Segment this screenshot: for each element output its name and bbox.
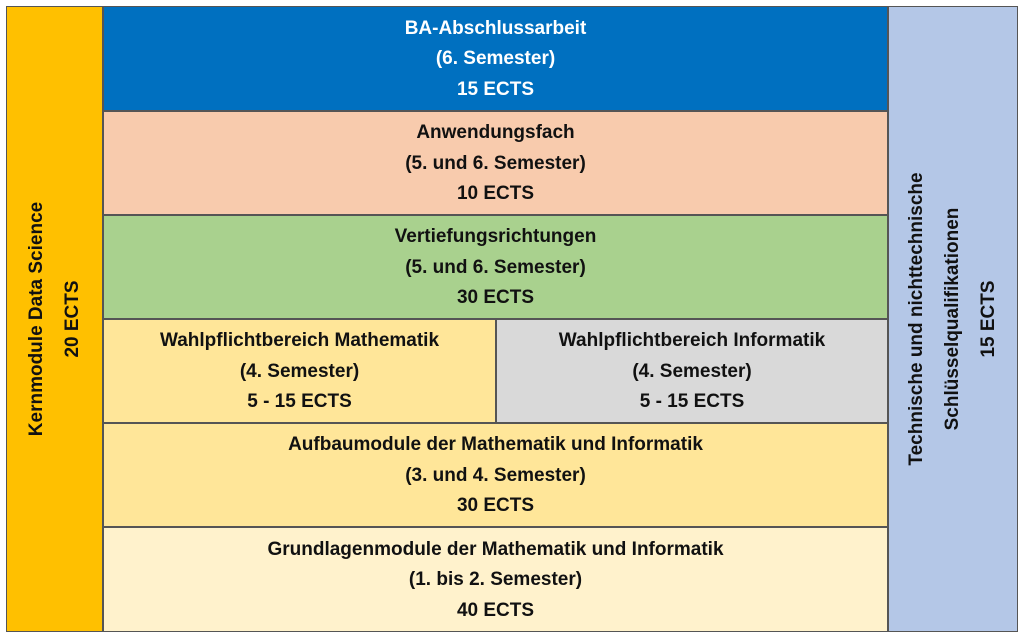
anwendungsfach-block <box>103 111 888 215</box>
kernmodule-ects: 20 ECTS <box>61 280 83 358</box>
ba-abschlussarbeit-block <box>103 6 888 111</box>
kernmodule-column <box>6 6 103 632</box>
aufbau-title: Aufbaumodule der Mathematik und Informatik <box>288 434 703 456</box>
vertiefungsrichtungen-block <box>103 215 888 319</box>
anwendung-ects: 10 ECTS <box>456 182 535 204</box>
wp-info-semester: (4. Semester) <box>632 360 752 382</box>
anwendung-semester: (5. und 6. Semester) <box>405 152 586 174</box>
anwendung-title: Anwendungsfach <box>416 122 575 144</box>
vertiefung-title: Vertiefungsrichtungen <box>394 226 597 248</box>
schluessel-line2: Schlüsselqualifikationen <box>942 207 963 431</box>
ba-title: BA-Abschlussarbeit <box>404 17 587 39</box>
grundlagenmodule-block <box>103 527 888 632</box>
grundlagen-title: Grundlagenmodule der Mathematik und Informatik <box>267 538 724 560</box>
wp-mathe-title: Wahlpflichtbereich Mathematik <box>159 330 440 352</box>
schluesselqualifikationen-label <box>899 172 1007 465</box>
schluessel-line1: Technische und nichttechnische <box>906 172 927 466</box>
wp-mathe-semester: (4. Semester) <box>239 360 360 382</box>
wp-info-title: Wahlpflichtbereich Informatik <box>558 330 826 352</box>
wahlpflicht-informatik-block <box>496 319 888 423</box>
aufbau-ects: 30 ECTS <box>456 494 535 516</box>
schluesselqualifikationen-column <box>888 6 1018 632</box>
wp-info-ects: 5 - 15 ECTS <box>639 390 745 412</box>
kernmodule-label <box>19 202 91 436</box>
wahlpflicht-mathematik-block <box>103 319 496 423</box>
ba-semester: (6. Semester) <box>435 48 556 69</box>
wp-mathe-ects: 5 - 15 ECTS <box>247 390 352 412</box>
aufbau-semester: (3. und 4. Semester) <box>405 464 586 486</box>
kernmodule-title: Kernmodule Data Science <box>25 201 47 437</box>
aufbaumodule-block <box>103 423 888 527</box>
grundlagen-semester: (1. bis 2. Semester) <box>408 569 583 590</box>
vertiefung-semester: (5. und 6. Semester) <box>405 256 586 278</box>
vertiefung-ects: 30 ECTS <box>456 286 535 308</box>
grundlagen-ects: 40 ECTS <box>456 599 535 621</box>
ba-ects: 15 ECTS <box>456 78 535 100</box>
schluessel-ects: 15 ECTS <box>978 280 999 358</box>
